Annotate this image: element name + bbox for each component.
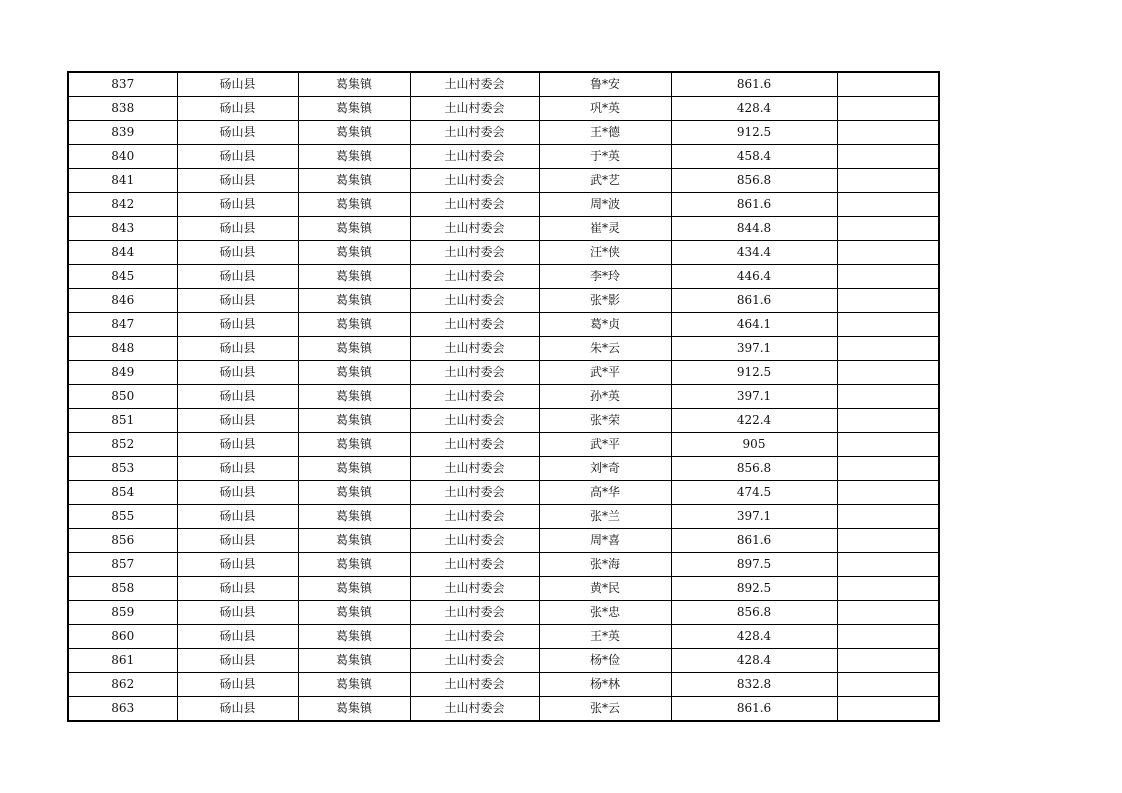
county-cell: 砀山县 bbox=[177, 625, 298, 649]
remark-cell bbox=[837, 193, 939, 217]
village-committee-cell: 土山村委会 bbox=[410, 553, 539, 577]
row-number-cell: 846 bbox=[68, 289, 177, 313]
row-number-cell: 842 bbox=[68, 193, 177, 217]
town-cell: 葛集镇 bbox=[298, 169, 410, 193]
table-row bbox=[68, 673, 939, 697]
amount-cell: 397.1 bbox=[671, 385, 837, 409]
row-number-cell: 843 bbox=[68, 217, 177, 241]
amount-cell: 856.8 bbox=[671, 457, 837, 481]
county-cell: 砀山县 bbox=[177, 289, 298, 313]
person-name-cell: 王*德 bbox=[539, 121, 671, 145]
village-committee-cell: 土山村委会 bbox=[410, 601, 539, 625]
remark-cell bbox=[837, 697, 939, 722]
county-cell: 砀山县 bbox=[177, 72, 298, 97]
county-cell: 砀山县 bbox=[177, 553, 298, 577]
village-committee-cell: 土山村委会 bbox=[410, 361, 539, 385]
town-cell: 葛集镇 bbox=[298, 121, 410, 145]
person-name-cell: 巩*英 bbox=[539, 97, 671, 121]
table-row bbox=[68, 481, 939, 505]
county-cell: 砀山县 bbox=[177, 193, 298, 217]
town-cell: 葛集镇 bbox=[298, 385, 410, 409]
town-cell: 葛集镇 bbox=[298, 505, 410, 529]
remark-cell bbox=[837, 481, 939, 505]
town-cell: 葛集镇 bbox=[298, 289, 410, 313]
person-name-cell: 孙*英 bbox=[539, 385, 671, 409]
records-table bbox=[67, 71, 940, 722]
remark-cell bbox=[837, 361, 939, 385]
county-cell: 砀山县 bbox=[177, 673, 298, 697]
village-committee-cell: 土山村委会 bbox=[410, 577, 539, 601]
table-row bbox=[68, 553, 939, 577]
town-cell: 葛集镇 bbox=[298, 697, 410, 722]
table-row bbox=[68, 385, 939, 409]
table-row bbox=[68, 72, 939, 97]
person-name-cell: 张*兰 bbox=[539, 505, 671, 529]
amount-cell: 897.5 bbox=[671, 553, 837, 577]
row-number-cell: 856 bbox=[68, 529, 177, 553]
person-name-cell: 张*忠 bbox=[539, 601, 671, 625]
remark-cell bbox=[837, 217, 939, 241]
town-cell: 葛集镇 bbox=[298, 625, 410, 649]
remark-cell bbox=[837, 409, 939, 433]
amount-cell: 892.5 bbox=[671, 577, 837, 601]
county-cell: 砀山县 bbox=[177, 337, 298, 361]
table-row bbox=[68, 577, 939, 601]
table-row bbox=[68, 649, 939, 673]
amount-cell: 912.5 bbox=[671, 121, 837, 145]
remark-cell bbox=[837, 577, 939, 601]
town-cell: 葛集镇 bbox=[298, 673, 410, 697]
remark-cell bbox=[837, 169, 939, 193]
town-cell: 葛集镇 bbox=[298, 72, 410, 97]
village-committee-cell: 土山村委会 bbox=[410, 193, 539, 217]
village-committee-cell: 土山村委会 bbox=[410, 265, 539, 289]
row-number-cell: 862 bbox=[68, 673, 177, 697]
amount-cell: 861.6 bbox=[671, 193, 837, 217]
amount-cell: 474.5 bbox=[671, 481, 837, 505]
remark-cell bbox=[837, 145, 939, 169]
person-name-cell: 崔*灵 bbox=[539, 217, 671, 241]
remark-cell bbox=[837, 289, 939, 313]
town-cell: 葛集镇 bbox=[298, 337, 410, 361]
town-cell: 葛集镇 bbox=[298, 313, 410, 337]
remark-cell bbox=[837, 337, 939, 361]
town-cell: 葛集镇 bbox=[298, 193, 410, 217]
remark-cell bbox=[837, 649, 939, 673]
village-committee-cell: 土山村委会 bbox=[410, 97, 539, 121]
row-number-cell: 850 bbox=[68, 385, 177, 409]
person-name-cell: 汪*侠 bbox=[539, 241, 671, 265]
county-cell: 砀山县 bbox=[177, 601, 298, 625]
county-cell: 砀山县 bbox=[177, 457, 298, 481]
row-number-cell: 837 bbox=[68, 72, 177, 97]
amount-cell: 905 bbox=[671, 433, 837, 457]
village-committee-cell: 土山村委会 bbox=[410, 409, 539, 433]
county-cell: 砀山县 bbox=[177, 481, 298, 505]
table-row bbox=[68, 97, 939, 121]
remark-cell bbox=[837, 673, 939, 697]
remark-cell bbox=[837, 433, 939, 457]
village-committee-cell: 土山村委会 bbox=[410, 289, 539, 313]
table-row bbox=[68, 361, 939, 385]
county-cell: 砀山县 bbox=[177, 505, 298, 529]
row-number-cell: 857 bbox=[68, 553, 177, 577]
row-number-cell: 852 bbox=[68, 433, 177, 457]
village-committee-cell: 土山村委会 bbox=[410, 697, 539, 722]
amount-cell: 428.4 bbox=[671, 625, 837, 649]
row-number-cell: 855 bbox=[68, 505, 177, 529]
amount-cell: 861.6 bbox=[671, 72, 837, 97]
village-committee-cell: 土山村委会 bbox=[410, 433, 539, 457]
person-name-cell: 于*英 bbox=[539, 145, 671, 169]
table-row bbox=[68, 169, 939, 193]
row-number-cell: 860 bbox=[68, 625, 177, 649]
village-committee-cell: 土山村委会 bbox=[410, 529, 539, 553]
person-name-cell: 杨*俭 bbox=[539, 649, 671, 673]
amount-cell: 856.8 bbox=[671, 601, 837, 625]
village-committee-cell: 土山村委会 bbox=[410, 145, 539, 169]
row-number-cell: 854 bbox=[68, 481, 177, 505]
town-cell: 葛集镇 bbox=[298, 433, 410, 457]
county-cell: 砀山县 bbox=[177, 649, 298, 673]
town-cell: 葛集镇 bbox=[298, 601, 410, 625]
row-number-cell: 847 bbox=[68, 313, 177, 337]
person-name-cell: 武*艺 bbox=[539, 169, 671, 193]
town-cell: 葛集镇 bbox=[298, 457, 410, 481]
row-number-cell: 861 bbox=[68, 649, 177, 673]
remark-cell bbox=[837, 265, 939, 289]
row-number-cell: 851 bbox=[68, 409, 177, 433]
person-name-cell: 高*华 bbox=[539, 481, 671, 505]
table-row bbox=[68, 337, 939, 361]
remark-cell bbox=[837, 241, 939, 265]
table-row bbox=[68, 505, 939, 529]
table-row bbox=[68, 409, 939, 433]
village-committee-cell: 土山村委会 bbox=[410, 313, 539, 337]
town-cell: 葛集镇 bbox=[298, 217, 410, 241]
row-number-cell: 859 bbox=[68, 601, 177, 625]
table-row bbox=[68, 529, 939, 553]
remark-cell bbox=[837, 625, 939, 649]
village-committee-cell: 土山村委会 bbox=[410, 673, 539, 697]
amount-cell: 861.6 bbox=[671, 697, 837, 722]
person-name-cell: 武*平 bbox=[539, 433, 671, 457]
county-cell: 砀山县 bbox=[177, 409, 298, 433]
county-cell: 砀山县 bbox=[177, 265, 298, 289]
row-number-cell: 849 bbox=[68, 361, 177, 385]
table-row bbox=[68, 697, 939, 722]
amount-cell: 912.5 bbox=[671, 361, 837, 385]
town-cell: 葛集镇 bbox=[298, 649, 410, 673]
county-cell: 砀山县 bbox=[177, 529, 298, 553]
amount-cell: 428.4 bbox=[671, 649, 837, 673]
county-cell: 砀山县 bbox=[177, 361, 298, 385]
person-name-cell: 张*云 bbox=[539, 697, 671, 722]
person-name-cell: 杨*林 bbox=[539, 673, 671, 697]
row-number-cell: 839 bbox=[68, 121, 177, 145]
amount-cell: 464.1 bbox=[671, 313, 837, 337]
remark-cell bbox=[837, 553, 939, 577]
village-committee-cell: 土山村委会 bbox=[410, 457, 539, 481]
table-row bbox=[68, 457, 939, 481]
town-cell: 葛集镇 bbox=[298, 145, 410, 169]
row-number-cell: 853 bbox=[68, 457, 177, 481]
amount-cell: 844.8 bbox=[671, 217, 837, 241]
town-cell: 葛集镇 bbox=[298, 97, 410, 121]
amount-cell: 446.4 bbox=[671, 265, 837, 289]
town-cell: 葛集镇 bbox=[298, 553, 410, 577]
table-body bbox=[68, 72, 939, 721]
amount-cell: 832.8 bbox=[671, 673, 837, 697]
table-row bbox=[68, 265, 939, 289]
remark-cell bbox=[837, 72, 939, 97]
village-committee-cell: 土山村委会 bbox=[410, 385, 539, 409]
county-cell: 砀山县 bbox=[177, 697, 298, 722]
remark-cell bbox=[837, 529, 939, 553]
village-committee-cell: 土山村委会 bbox=[410, 337, 539, 361]
table-row bbox=[68, 433, 939, 457]
person-name-cell: 黄*民 bbox=[539, 577, 671, 601]
person-name-cell: 张*影 bbox=[539, 289, 671, 313]
table-row bbox=[68, 217, 939, 241]
remark-cell bbox=[837, 601, 939, 625]
town-cell: 葛集镇 bbox=[298, 577, 410, 601]
table-row bbox=[68, 289, 939, 313]
remark-cell bbox=[837, 313, 939, 337]
amount-cell: 861.6 bbox=[671, 289, 837, 313]
county-cell: 砀山县 bbox=[177, 121, 298, 145]
table-row bbox=[68, 193, 939, 217]
village-committee-cell: 土山村委会 bbox=[410, 649, 539, 673]
village-committee-cell: 土山村委会 bbox=[410, 481, 539, 505]
person-name-cell: 鲁*安 bbox=[539, 72, 671, 97]
amount-cell: 397.1 bbox=[671, 505, 837, 529]
amount-cell: 458.4 bbox=[671, 145, 837, 169]
county-cell: 砀山县 bbox=[177, 313, 298, 337]
remark-cell bbox=[837, 97, 939, 121]
row-number-cell: 844 bbox=[68, 241, 177, 265]
remark-cell bbox=[837, 457, 939, 481]
remark-cell bbox=[837, 121, 939, 145]
village-committee-cell: 土山村委会 bbox=[410, 505, 539, 529]
person-name-cell: 刘*奇 bbox=[539, 457, 671, 481]
table-row bbox=[68, 601, 939, 625]
county-cell: 砀山县 bbox=[177, 241, 298, 265]
person-name-cell: 葛*贞 bbox=[539, 313, 671, 337]
row-number-cell: 840 bbox=[68, 145, 177, 169]
village-committee-cell: 土山村委会 bbox=[410, 121, 539, 145]
town-cell: 葛集镇 bbox=[298, 241, 410, 265]
person-name-cell: 李*玲 bbox=[539, 265, 671, 289]
amount-cell: 428.4 bbox=[671, 97, 837, 121]
person-name-cell: 武*平 bbox=[539, 361, 671, 385]
table-row bbox=[68, 121, 939, 145]
county-cell: 砀山县 bbox=[177, 217, 298, 241]
county-cell: 砀山县 bbox=[177, 433, 298, 457]
amount-cell: 861.6 bbox=[671, 529, 837, 553]
amount-cell: 422.4 bbox=[671, 409, 837, 433]
amount-cell: 434.4 bbox=[671, 241, 837, 265]
county-cell: 砀山县 bbox=[177, 145, 298, 169]
table-row bbox=[68, 145, 939, 169]
person-name-cell: 周*波 bbox=[539, 193, 671, 217]
row-number-cell: 838 bbox=[68, 97, 177, 121]
person-name-cell: 张*荣 bbox=[539, 409, 671, 433]
town-cell: 葛集镇 bbox=[298, 361, 410, 385]
village-committee-cell: 土山村委会 bbox=[410, 625, 539, 649]
person-name-cell: 王*英 bbox=[539, 625, 671, 649]
county-cell: 砀山县 bbox=[177, 169, 298, 193]
remark-cell bbox=[837, 385, 939, 409]
table-row bbox=[68, 241, 939, 265]
county-cell: 砀山县 bbox=[177, 577, 298, 601]
village-committee-cell: 土山村委会 bbox=[410, 169, 539, 193]
row-number-cell: 841 bbox=[68, 169, 177, 193]
village-committee-cell: 土山村委会 bbox=[410, 241, 539, 265]
person-name-cell: 周*喜 bbox=[539, 529, 671, 553]
person-name-cell: 张*海 bbox=[539, 553, 671, 577]
row-number-cell: 845 bbox=[68, 265, 177, 289]
table-row bbox=[68, 313, 939, 337]
amount-cell: 397.1 bbox=[671, 337, 837, 361]
person-name-cell: 朱*云 bbox=[539, 337, 671, 361]
town-cell: 葛集镇 bbox=[298, 265, 410, 289]
row-number-cell: 858 bbox=[68, 577, 177, 601]
town-cell: 葛集镇 bbox=[298, 529, 410, 553]
table-row bbox=[68, 625, 939, 649]
village-committee-cell: 土山村委会 bbox=[410, 72, 539, 97]
town-cell: 葛集镇 bbox=[298, 481, 410, 505]
county-cell: 砀山县 bbox=[177, 385, 298, 409]
row-number-cell: 848 bbox=[68, 337, 177, 361]
amount-cell: 856.8 bbox=[671, 169, 837, 193]
town-cell: 葛集镇 bbox=[298, 409, 410, 433]
county-cell: 砀山县 bbox=[177, 97, 298, 121]
remark-cell bbox=[837, 505, 939, 529]
row-number-cell: 863 bbox=[68, 697, 177, 722]
village-committee-cell: 土山村委会 bbox=[410, 217, 539, 241]
